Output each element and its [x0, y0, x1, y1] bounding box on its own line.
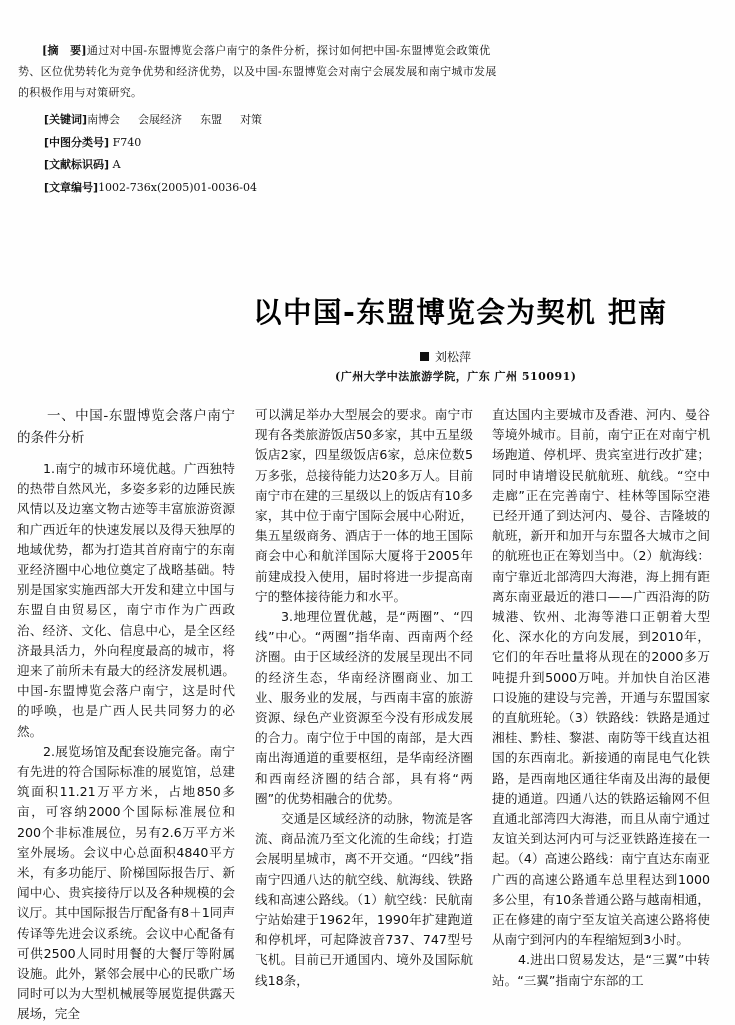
body-paragraph: 4.进出口贸易发达，是“三翼”中转站。“三翼”指南宁东部的工 — [492, 952, 710, 988]
text-column-3 — [492, 405, 710, 991]
author-name: 刘松萍 — [435, 350, 472, 364]
abstract — [18, 40, 498, 103]
article-no-row — [44, 177, 280, 200]
keyword: 会展经济 — [138, 113, 183, 126]
doc-code-row — [44, 154, 280, 177]
text-column-1 — [17, 405, 235, 1025]
abstract-text: 通过对中国-东盟博览会落户南宁的条件分析，探讨如何把中国-东盟博览会政策优势、区位优势转化为竞争优势和经济优势，以及中国-东盟博览会对南宁会展发展和南宁城市发展的积极作用与对策研究。 — [18, 44, 497, 99]
article-no-value: 1002-736x(2005)01-0036-04 — [98, 180, 257, 194]
article-metadata — [44, 109, 280, 199]
abstract-label: [摘 要] — [42, 44, 87, 57]
body-paragraph: 可以满足举办大型展会的要求。南宁市现有各类旅游饭店50多家，其中五星级饭店2家，四星级饭店6家，总床位数5万多张，总接待能力达20多万人。目前南宁市在建的三星级以上的饭店有10多家，其中位于南宁国际会展中心附近，集五星级商务、酒店于一体的地王国际商会中心和航洋国际大厦将于2005年前建成投入使用，届时将进一步提高南宁的整体接待能力和水平。 — [255, 407, 473, 604]
clc-label: [中图分类号] — [44, 135, 110, 149]
body-paragraph: 3.地理位置优越，是“两圈”、“四线”中心。“两圈”指华南、西南两个经济圈。由于区域经济的发展呈现出不同的经济生态，华南经济圈商业、加工业、服务业的发展，与西南丰富的旅游资源、绿色产业资源至今没有形成发展的合力。南宁位于中国的南部，是大西南出海通道的重要枢纽，是华南经济圈和西南经济圈的结合部，具有将“两圈”的优势相融合的优势。 — [255, 609, 473, 806]
body-paragraph: 1.南宁的城市环境优越。广西独特的热带自然风光，多姿多彩的边陲民族风情以及边塞文物古迹等丰富旅游资源和广西近年的快速发展以及得天独厚的地域优势，都为打造其首府南宁的东南亚经济圈中心地位奠定了战略基础。特别是国家实施西部大开发和建立中国与东盟自由贸易区，南宁市作为广西政治、经济、文化、信息中心，是全区经济最具活力，外向程度最高的城市，将迎来了前所未有最大的经济发展机遇。中国-东盟博览会落户南宁，这是时代的呼唤，也是广西人民共同努力的必然。 — [17, 461, 235, 739]
body-paragraph: 2.展览场馆及配套设施完备。南宁有先进的符合国际标准的展览馆，总建筑面积11.21万平方米，占地850多亩，可容纳2000个国际标准展位和200个非标准展位，另有2.6万平方米室外展场。会议中心总面积4840平方米，有多功能厅、阶梯国际报告厅、新闻中心、贵宾接待厅以及各种规模的会议厅。其中国际报告厅配备有8＋1同声传译等先进会议系统。会议中心配备有可供2500人同时用餐的大餐厅等附属设施。此外，紧邻会展中心的民歌广场同时可以为大型机械展等展览提供露天展场，完全 — [17, 743, 235, 1022]
author-line — [420, 348, 471, 365]
doc-code-label: [文献标识码] — [44, 158, 110, 171]
square-bullet-icon — [420, 352, 429, 361]
author-affiliation: (广州大学中法旅游学院，广东 广州 510091) — [335, 370, 577, 383]
article-title: 以中国-东盟博览会为契机 把南 — [253, 296, 668, 329]
clc-row — [44, 132, 280, 155]
article-no-label: [文章编号] — [44, 180, 99, 194]
section-heading: 一、中国-东盟博览会落户南宁的条件分析 — [17, 408, 235, 446]
keyword: 对策 — [240, 113, 263, 126]
abstract-paragraph — [18, 40, 498, 103]
text-column-2 — [255, 405, 473, 991]
keyword: 东盟 — [200, 113, 223, 126]
keywords-label: [关键词] — [44, 113, 88, 126]
body-paragraph: 交通是区域经济的动脉，物流是客流、商品流乃至文化流的生命线；打造会展明星城市，离不开交通。“四线”指南宁四通八达的航空线、航海线、铁路线和高速公路线。（1）航空线：民航南宁站始建于1962年，1990年扩建跑道和停机坪，可起降波音737、747型号飞机。目前已开通国内、境外及国际航线18条， — [255, 811, 473, 988]
body-paragraph: 直达国内主要城市及香港、河内、曼谷等境外城市。目前，南宁正在对南宁机场跑道、停机坪、贵宾室进行改扩建；同时申请增设民航航班、航线。“空中走廊”正在完善南宁、桂林等国际空港已经开通了到达河内、曼谷、吉隆坡的航班，新开和加开与东盟各大城市之间的航班也正在筹划当中。（2）航海线：南宁靠近北部湾四大海港，海上拥有距离东南亚最近的港口——广西沿海的防城港、钦州、北海等港口正朝着大型化、深水化的方向发展，到2010年，它们的年吞吐量将从现在的2000多万吨提升到5000万吨。并加快自治区港口设施的建设与完善，开通与东盟国家的直航班轮。（3）铁路线：铁路是通过湘桂、黔桂、黎湛、南防等干线直达祖国的东西南北。新接通的南昆电气化铁路，是西南地区通往华南及出海的最便捷的通道。四通八达的铁路运输网不但直通北部湾四大海港，而且从南宁通过友谊关到达河内可与泛亚铁路连接在一起。（4）高速公路线：南宁直达东南亚广西的高速公路通车总里程达到1000多公里，有10条普通公路与越南相通，正在修建的南宁至友谊关高速公路将使从南宁到河内的车程缩短到3小时。 — [492, 407, 710, 948]
keywords-row — [44, 109, 280, 132]
doc-code-value: A — [112, 158, 121, 171]
clc-value: F740 — [112, 135, 142, 149]
keyword: 南博会 — [87, 113, 121, 126]
